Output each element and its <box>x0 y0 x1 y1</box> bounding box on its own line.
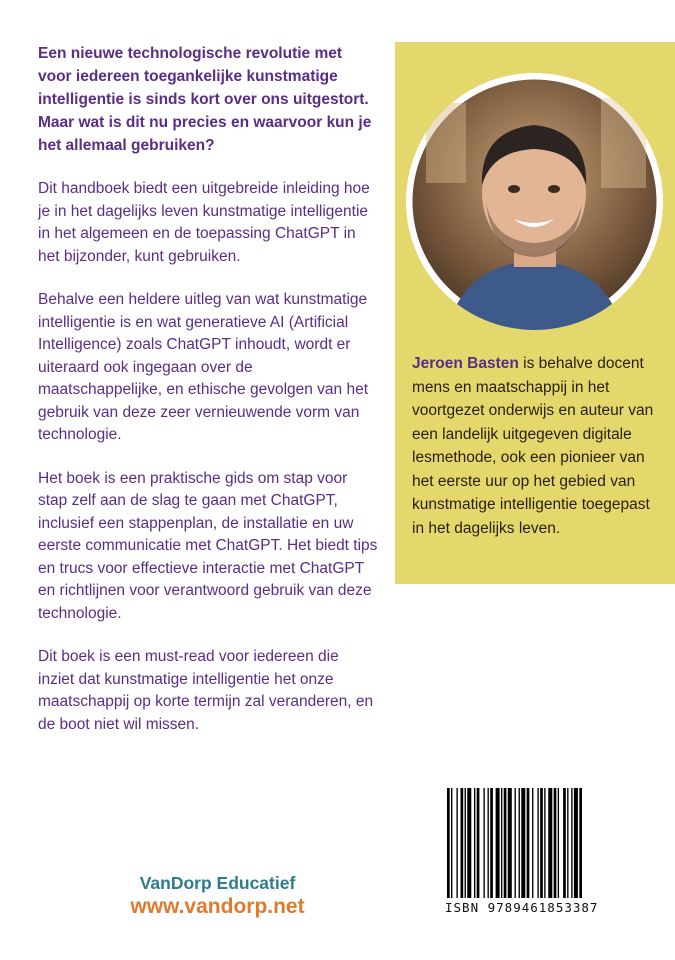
author-photo <box>406 73 663 330</box>
body-paragraph-3: Het boek is een praktische gids om stap voor stap zelf aan de slag te gaan met ChatGPT, inclusief een stappenplan, de installatie en uw eerste communicatie met ChatGPT. Het biedt tips en trucs voor effectieve interactie met ChatGPT en richtlijnen voor verantwoord gebruik van deze technologie. <box>38 469 378 622</box>
barcode <box>445 788 632 898</box>
author-bio <box>412 352 657 540</box>
body-paragraph-2: Behalve een heldere uitleg van wat kunstmatige intelligentie is en wat generatieve AI (Artificial Intelligence) zoals ChatGPT inhoudt, wordt er uiteraard ook ingegaan over de maatschappelijke, en ethische gevolgen van het gebruik van deze zeer vernieuwende vorm van technologie. <box>38 291 369 443</box>
publisher-url: www.vandorp.net <box>130 895 305 918</box>
isbn-label: ISBN 9789461853387 <box>445 900 599 915</box>
back-cover-text <box>38 42 378 757</box>
publisher-block <box>100 872 335 920</box>
intro-paragraph: Een nieuwe technologische revolutie met voor iedereen toegankelijke kunstmatige intelligentie is sinds kort over ons uitgestort. Maar wat is dit nu precies en waarvoor kun je het allemaal gebruiken? <box>38 45 372 154</box>
author-bio-text: is behalve docent mens en maatschappij in het voortgezet onderwijs en auteur van een landelijk uitgegeven digitale lesmethode, ook een pionieer van het eerste uur op het gebied van kunstmatige intelligentie toegepast in het dagelijks leven. <box>412 355 654 537</box>
publisher-name: VanDorp Educatief <box>139 873 296 893</box>
body-paragraph-1: Dit handboek biedt een uitgebreide inleiding hoe je in het dagelijks leven kunstmatige intelligentie in het algemeen en de toepassing ChatGPT in het bijzonder, kunt gebruiken. <box>38 180 370 265</box>
body-paragraph-4: Dit boek is een must-read voor iedereen die inziet dat kunstmatige intelligentie het onze maatschappij op korte termijn zal veranderen, en de boot niet wil missen. <box>38 648 374 733</box>
author-name: Jeroen Basten <box>412 355 519 372</box>
